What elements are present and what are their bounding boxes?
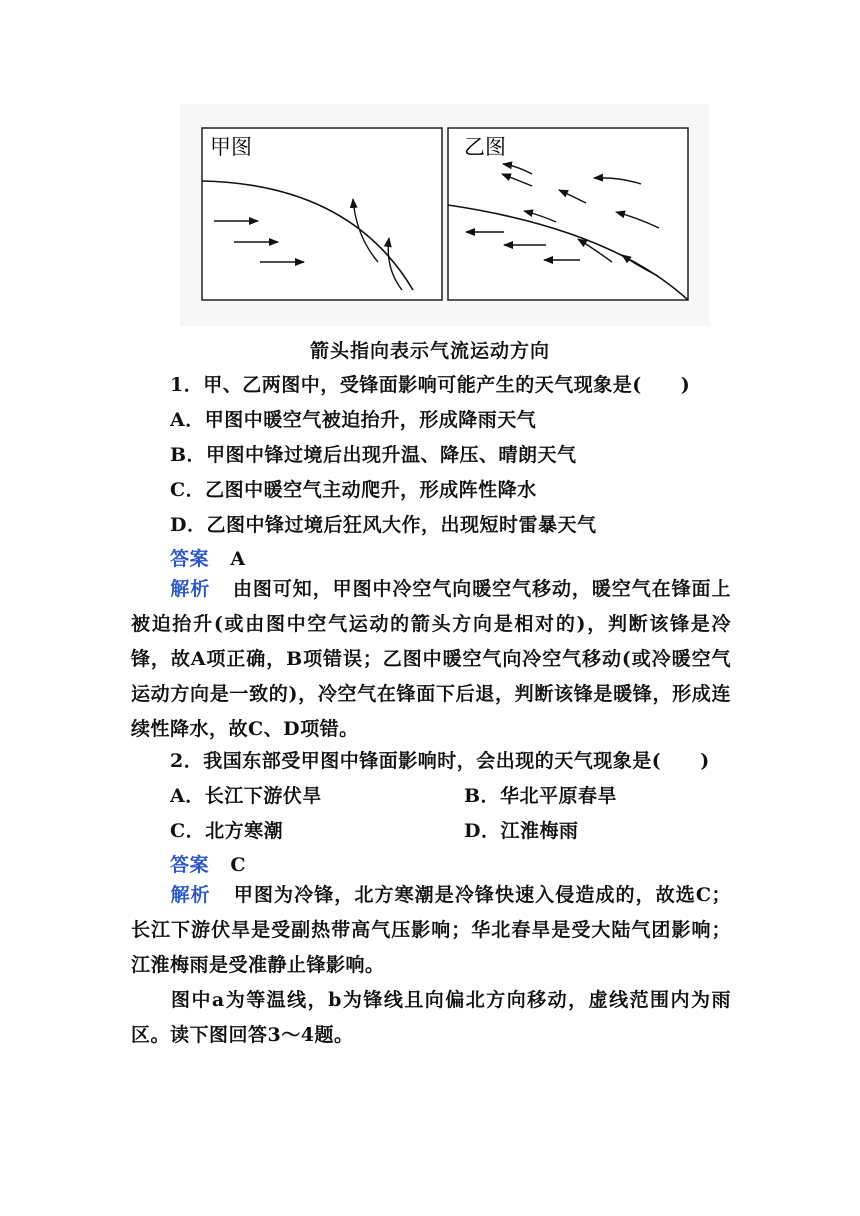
q1-stem: 1．甲、乙两图中，受锋面影响可能产生的天气现象是( ): [170, 374, 691, 396]
q2-option-d: D．江淮梅雨: [464, 820, 579, 842]
q1-option-c: C．乙图中暖空气主动爬升，形成阵性降水: [170, 479, 537, 501]
left-panel: [202, 128, 442, 300]
right-panel-label: 乙图: [464, 135, 506, 159]
analysis-label: 解析: [170, 884, 211, 906]
analysis-text: 甲图为冷锋，北方寒潮是冷锋快速入侵造成的，故选C；长江下游伏旱是受副热带高气压影响；华北春旱是受大陆气团影响；江淮梅雨是受准静止锋影响。: [131, 884, 731, 976]
q1-option-b: B．甲图中锋过境后出现升温、降压、晴朗天气: [170, 444, 577, 466]
q1-answer: [170, 544, 246, 571]
right-panel: [448, 128, 688, 300]
q2-analysis: [131, 878, 731, 983]
analysis-label: 解析: [170, 578, 211, 600]
front-diagram-svg: [180, 104, 710, 326]
answer-value: C: [230, 854, 246, 876]
q1-option-a: A．甲图中暖空气被迫抬升，形成降雨天气: [170, 409, 537, 431]
answer-label: 答案: [170, 854, 210, 876]
answer-label: 答案: [170, 548, 210, 570]
figure-caption: 箭头指向表示气流运动方向: [309, 340, 550, 362]
q2-option-c: C．北方寒潮: [170, 820, 284, 842]
q2-option-b: B．华北平原春旱: [464, 785, 618, 807]
answer-value: A: [230, 548, 246, 570]
q2-answer: [170, 850, 246, 877]
q1-analysis: [131, 572, 731, 747]
q1-option-d: D．乙图中锋过境后狂风大作，出现短时雷暴天气: [170, 514, 597, 536]
front-diagram: [180, 104, 710, 326]
analysis-text: 由图可知，甲图中冷空气向暖空气移动，暖空气在锋面上被迫抬升(或由图中空气运动的箭头方向是相对的)，判断该锋是冷锋，故A项正确，B项错误；乙图中暖空气向冷空气移动(或冷暖空气运动方向是一致的)，冷空气在锋面下后退，判断该锋是暖锋，形成连续性降水，故C、D项错。: [131, 578, 731, 740]
q2-option-a: A．长江下游伏旱: [170, 785, 322, 807]
intro-text: 图中a为等温线，b为锋线且向偏北方向移动，虚线范围内为雨区。读下图回答3～4题。: [131, 989, 731, 1046]
left-panel-label: 甲图: [210, 135, 252, 159]
q2-stem: 2．我国东部受甲图中锋面影响时，会出现的天气现象是( ): [170, 750, 710, 772]
q3-4-intro: [131, 983, 731, 1053]
